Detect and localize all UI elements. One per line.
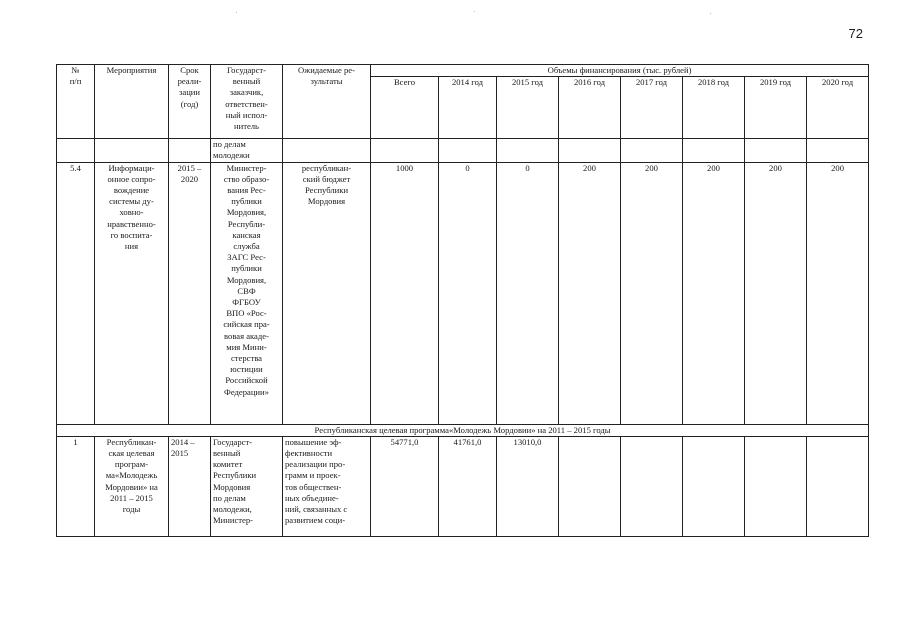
scan-speck — [474, 11, 475, 12]
row-customer: Министер- ство образо- вания Рес- публики Мордовия, Республи- канская служба ЗАГС Рес- публики Мордовия, СВФ ФГБОУ ВПО «Рос- сийская пра- вовая акаде- мия Мини- стерства юстиции Российской Федерации» — [211, 162, 283, 424]
row-term: 2014 – 2015 — [169, 436, 211, 536]
table-cell — [683, 139, 745, 162]
row-value-2015: 13010,0 — [497, 436, 559, 536]
row-num: 1 — [57, 436, 95, 536]
header-row — [57, 65, 869, 77]
table-cell — [95, 139, 169, 162]
table-row — [57, 436, 869, 536]
table-cell — [371, 139, 439, 162]
header-year: 2014 год — [439, 77, 497, 139]
page-number: 72 — [848, 26, 863, 41]
header-year: 2020 год — [807, 77, 869, 139]
row-value-2020 — [807, 436, 869, 536]
table-row — [57, 139, 869, 162]
row-results: повышение эф- фективности реализации про- грамм и проек- тов обществен- ных объедине- ний, связанных с развитием соци- — [283, 436, 371, 536]
row-value-2019: 200 — [745, 162, 807, 424]
header-num: № п/п — [57, 65, 95, 139]
header-funding: Объемы финансирования (тыс. рублей) — [371, 65, 869, 77]
header-year: 2018 год — [683, 77, 745, 139]
table-cell — [559, 139, 621, 162]
header-year: 2015 год — [497, 77, 559, 139]
row-value-total: 1000 — [371, 162, 439, 424]
header-term: Срок реали- зации (год) — [169, 65, 211, 139]
continuation-customer: по делам молодежи — [211, 139, 283, 162]
row-measure: Информаци- онное сопро- вождение системы ду- ховно- нравственно- го воспита- ния — [95, 162, 169, 424]
header-customer: Государст- венный заказчик, ответствен- ный испол- нитель — [211, 65, 283, 139]
row-customer: Государст- венный комитет Республики Мордовия по делам молодежи, Министер- — [211, 436, 283, 536]
table-cell — [169, 139, 211, 162]
row-value-total: 54771,0 — [371, 436, 439, 536]
header-year: Всего — [371, 77, 439, 139]
table-cell — [283, 139, 371, 162]
table-row — [57, 162, 869, 424]
row-num: 5.4 — [57, 162, 95, 424]
row-value-2015: 0 — [497, 162, 559, 424]
table-cell — [57, 139, 95, 162]
funding-table — [56, 64, 869, 537]
section-title: Республиканская целевая программа«Молодежь Мордовии» на 2011 – 2015 годы — [57, 424, 869, 436]
table-cell — [621, 139, 683, 162]
row-value-2014: 0 — [439, 162, 497, 424]
row-value-2016 — [559, 436, 621, 536]
table-cell — [497, 139, 559, 162]
header-measures: Мероприятия — [95, 65, 169, 139]
section-row — [57, 424, 869, 436]
header-year: 2017 год — [621, 77, 683, 139]
header-year: 2016 год — [559, 77, 621, 139]
scan-speck — [236, 12, 237, 13]
table-cell — [439, 139, 497, 162]
row-value-2017 — [621, 436, 683, 536]
row-value-2018 — [683, 436, 745, 536]
row-measure: Республикан- ская целевая програм- ма«Молодежь Мордовии» на 2011 – 2015 годы — [95, 436, 169, 536]
scan-speck — [710, 13, 711, 14]
row-value-2019 — [745, 436, 807, 536]
row-value-2016: 200 — [559, 162, 621, 424]
header-year: 2019 год — [745, 77, 807, 139]
header-results: Ожидаемые ре- зультаты — [283, 65, 371, 139]
row-results: республикан- ский бюджет Республики Мордовия — [283, 162, 371, 424]
row-value-2014: 41761,0 — [439, 436, 497, 536]
row-value-2017: 200 — [621, 162, 683, 424]
row-term: 2015 – 2020 — [169, 162, 211, 424]
row-value-2018: 200 — [683, 162, 745, 424]
table-cell — [745, 139, 807, 162]
table-cell — [807, 139, 869, 162]
row-value-2020: 200 — [807, 162, 869, 424]
